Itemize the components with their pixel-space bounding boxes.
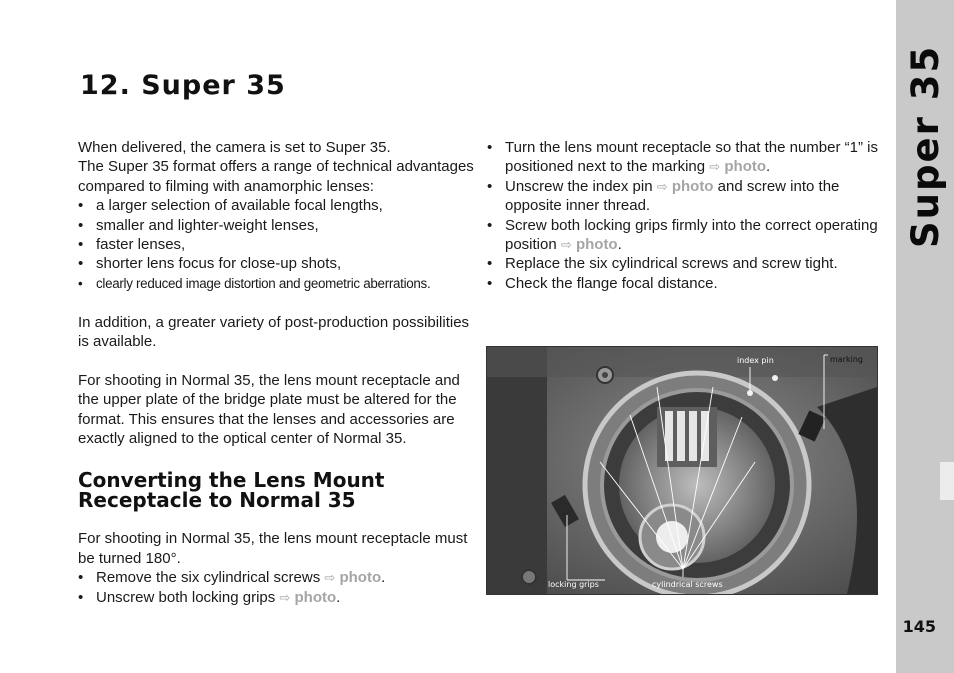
intro-line-2: The Super 35 format offers a range of technical advantages compared to filming with anamorphic lenses:: [78, 158, 474, 195]
left-column: [78, 138, 478, 607]
thumb-index-tab: [940, 462, 954, 500]
section-intro: For shooting in Normal 35, the lens mount receptacle must be turned 180°.: [78, 530, 468, 567]
intro-line-1: When delivered, the camera is set to Super 35.: [78, 139, 391, 156]
label-marking: marking: [830, 355, 863, 364]
label-index-pin: index pin: [737, 356, 774, 365]
side-chapter-title: Super 35: [904, 44, 947, 248]
chapter-title: 12. Super 35: [80, 70, 286, 101]
arrow-right-icon: ⇨: [560, 237, 572, 253]
list-item: • shorter lens focus for close-up shots,: [78, 254, 478, 273]
label-locking-grips: locking grips: [548, 580, 599, 589]
arrow-right-icon: ⇨: [279, 589, 291, 605]
lens-mount-illustration: [487, 347, 877, 594]
right-column: [487, 138, 882, 293]
list-item: • a larger selection of available focal lengths,: [78, 196, 478, 215]
step-item: • Unscrew both locking grips ⇨ photo.: [78, 588, 478, 607]
normal35-paragraph: For shooting in Normal 35, the lens mount receptacle and the upper plate of the bridge plate must be altered for the format. This ensures that the lenses and accessories are exactly aligned to the optical center of Normal 35.: [78, 371, 460, 448]
step-item: • Unscrew the index pin ⇨ photo and screw into the opposite inner thread.: [487, 177, 882, 216]
photo-link[interactable]: ⇨ photo: [709, 158, 767, 176]
page-number: 145: [902, 617, 936, 636]
step-item: • Check the flange focal distance.: [487, 274, 882, 293]
advantages-list: [78, 196, 478, 293]
photo-link[interactable]: ⇨ photo: [656, 177, 714, 195]
photo-link[interactable]: ⇨ photo: [324, 569, 382, 587]
list-item: • faster lenses,: [78, 235, 478, 254]
right-steps-list: [487, 138, 882, 293]
step-item: • Screw both locking grips firmly into the correct operating position ⇨ photo.: [487, 216, 882, 255]
arrow-right-icon: ⇨: [656, 178, 668, 194]
photo-link[interactable]: ⇨ photo: [560, 236, 618, 254]
step-item: • Turn the lens mount receptacle so that the number “1” is positioned next to the marking ⇨ photo.: [487, 138, 882, 177]
list-item: • clearly reduced image distortion and geometric aberrations.: [78, 274, 478, 293]
lens-mount-photo: [486, 346, 878, 595]
arrow-right-icon: ⇨: [709, 159, 721, 175]
left-steps-list: [78, 568, 478, 607]
step-item: • Remove the six cylindrical screws ⇨ photo.: [78, 568, 478, 587]
list-item: • smaller and lighter-weight lenses,: [78, 216, 478, 235]
post-production-paragraph: In addition, a greater variety of post-production possibilities is available.: [78, 313, 470, 351]
label-cylindrical-screws: cylindrical screws: [652, 580, 723, 589]
arrow-right-icon: ⇨: [324, 570, 336, 586]
section-heading: Converting the Lens Mount Receptacle to Normal 35: [78, 468, 385, 513]
step-item: • Replace the six cylindrical screws and screw tight.: [487, 254, 882, 273]
photo-link[interactable]: ⇨ photo: [279, 588, 337, 606]
